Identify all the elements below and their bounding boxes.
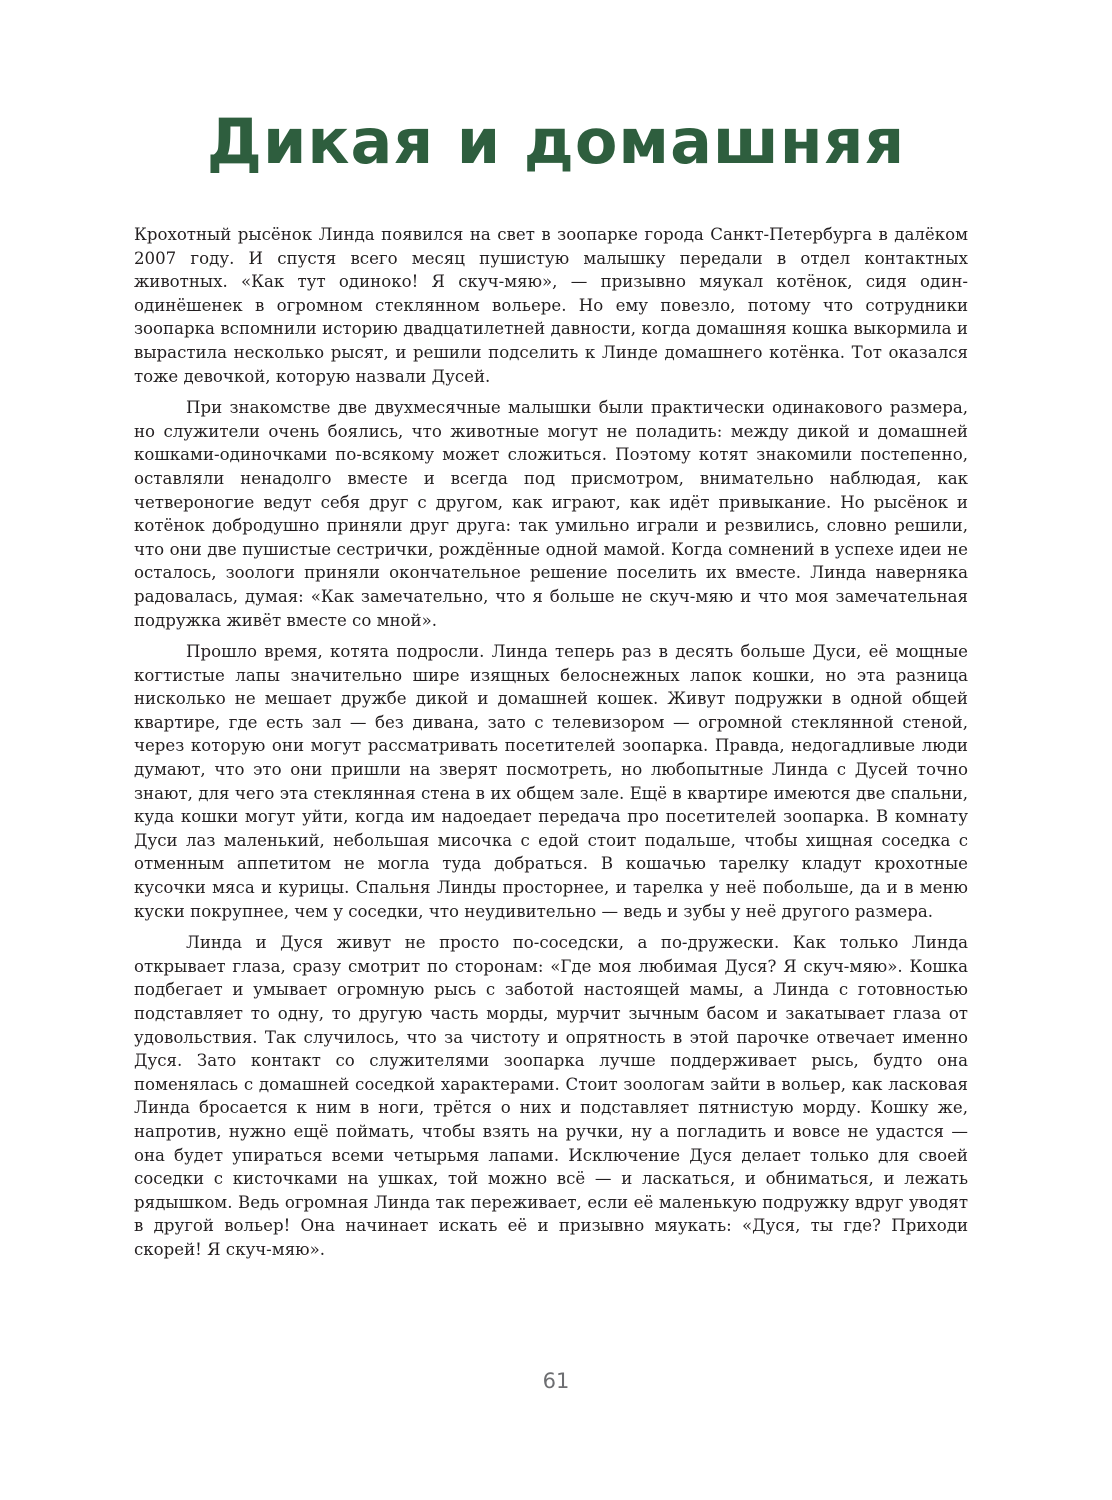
paragraph-3: Прошло время, котята подросли. Линда теперь раз в десять больше Дуси, её мощные когтистые лапы значительно шире изящных белоснежных лапок кошки, но эта разница нисколько не мешает дружбе дикой и домашней кошек. Живут подружки в одной общей квартире, где есть зал — без дивана, зато с телевизором — огромной стеклянной стеной, через которую они могут рассматривать посетителей зоопарка. Правда, недогадливые люди думают, что это они пришли на зверят посмотреть, но любопытные Линда с Дусей точно знают, для чего эта стеклянная стена в их общем зале. Ещё в квартире имеются две спальни, куда кошки могут уйти, когда им надоедает передача про посетителей зоопарка. В комнату Дуси лаз маленький, небольшая мисочка с едой стоит подальше, чтобы хищная соседка с отменным аппетитом не могла туда добраться. В кошачью тарелку кладут крохотные кусочки мяса и курицы. Спальня Линды просторнее, и тарелка у неё побольше, да и в меню куски покрупнее, чем у соседки, что неудивительно — ведь и зубы у неё другого размера. [134, 642, 968, 921]
paragraph-1: Крохотный рысёнок Линда появился на свет в зоопарке города Санкт-Петербурга в далёком 2007 году. И спустя всего месяц пушистую малышку передали в отдел контактных животных. «Как тут одиноко! Я скуч-мяю», — призывно мяукал котёнок, сидя один-одинёшенек в огромном стеклянном вольере. Но ему повезло, потому что сотрудники зоопарка вспомнили историю двадцатилетней давности, когда домашняя кошка выкормила и вырастила несколько рысят, и решили подселить к Линде домашнего котёнка. Тот оказался тоже девочкой, которую назвали Дусей. [134, 225, 968, 386]
paragraph-4: Линда и Дуся живут не просто по-соседски, а по-дружески. Как только Линда открывает глаза, сразу смотрит по сторонам: «Где моя любимая Дуся? Я скуч-мяю». Кошка подбегает и умывает огромную рысь с заботой настоящей мамы, а Линда с готовностью подставляет то одну, то другую часть морды, мурчит зычным басом и закатывает глаза от удовольствия. Так случилось, что за чистоту и опрятность в этой парочке отвечает именно Дуся. Зато контакт со служителями зоопарка лучше поддерживает рысь, будто она поменялась с домашней соседкой характерами. Стоит зоологам зайти в вольер, как ласковая Линда бросается к ним в ноги, трётся о них и подставляет пятнистую морду. Кошку же, напротив, нужно ещё поймать, чтобы взять на ручки, ну а погладить и вовсе не удастся — она будет упираться всеми четырьмя лапами. Исключение Дуся делает только для своей соседки с кисточками на ушках, той можно всё — и ласкаться, и обниматься, и лежать рядышком. Ведь огромная Линда так переживает, если её маленькую подружку вдруг уводят в другой вольер! Она начинает искать её и призывно мяукать: «Дуся, ты где? Приходи скорей! Я скуч-мяю». [134, 933, 968, 1259]
page-number: 61 [542, 1369, 570, 1393]
article-body [134, 223, 968, 1270]
page-title: Дикая и домашняя [206, 105, 906, 178]
paragraph-2: При знакомстве две двухмесячные малышки были практически одинакового размера, но служители очень боялись, что животные могут не поладить: между дикой и домашней кошками-одиночками по-всякому может сложиться. Поэтому котят знакомили постепенно, оставляли ненадолго вместе и всегда под присмотром, внимательно наблюдая, как четвероногие ведут себя друг с другом, как играют, как идёт привыкание. Но рысёнок и котёнок добродушно приняли друг друга: так умильно играли и резвились, словно решили, что они две пушистые сестрички, рождённые одной мамой. Когда сомнений в успехе идеи не осталось, зоологи приняли окончательное решение поселить их вместе. Линда наверняка радовалась, думая: «Как замечательно, что я больше не скуч-мяю и что моя замечательная подружка живёт вместе со мной». [134, 398, 968, 630]
